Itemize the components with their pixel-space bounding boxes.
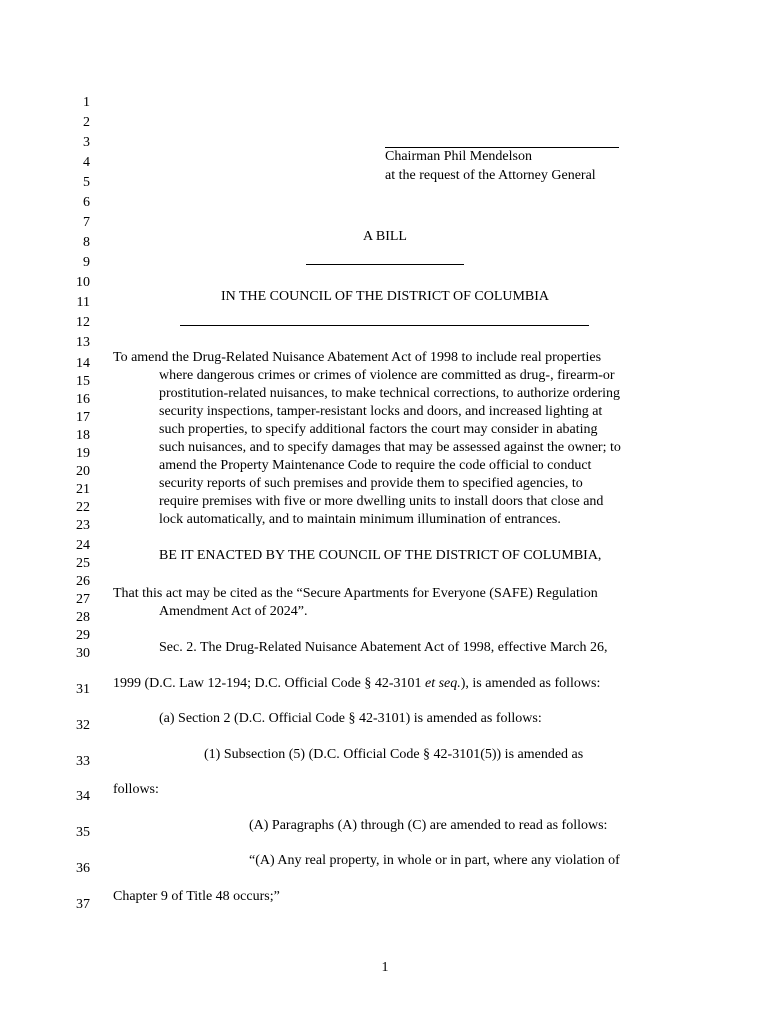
title-line: security inspections, tamper-resistant locks and doors, and increased lighting at (159, 404, 603, 419)
line-number: 31 (76, 682, 90, 697)
title-line: such properties, to specify additional factors the court may consider in abating (159, 422, 598, 437)
line-number: 27 (76, 592, 90, 607)
line-number: 6 (83, 195, 90, 210)
line-number: 20 (76, 464, 90, 479)
line-number: 15 (76, 374, 90, 389)
line-number: 21 (76, 482, 90, 497)
line-number: 4 (83, 155, 90, 170)
signature-line (385, 147, 619, 148)
et-seq: et seq. (424, 676, 461, 691)
enacting-clause: BE IT ENACTED BY THE COUNCIL OF THE DISTRICT OF COLUMBIA, (159, 548, 602, 563)
title-line: lock automatically, and to maintain minimum illumination of entrances. (159, 512, 561, 527)
line-number: 16 (76, 392, 90, 407)
body-line: Sec. 2. The Drug-Related Nuisance Abatement Act of 1998, effective March 26, (159, 640, 608, 655)
line-number: 18 (76, 428, 90, 443)
line-number: 3 (83, 135, 90, 150)
bill-heading: A BILL (363, 229, 407, 244)
sponsor-request: at the request of the Attorney General (385, 168, 596, 183)
title-line: To amend the Drug-Related Nuisance Abatement Act of 1998 to include real properties (113, 350, 602, 365)
line-number: 10 (76, 275, 90, 290)
line-number: 13 (76, 335, 90, 350)
line-number: 23 (76, 518, 90, 533)
title-line: amend the Property Maintenance Code to require the code official to conduct (159, 458, 592, 473)
line-number: 34 (76, 789, 90, 804)
line-number: 28 (76, 610, 90, 625)
bill-heading-rule (306, 264, 464, 265)
line-number: 11 (76, 295, 90, 310)
council-heading-rule (180, 325, 589, 326)
line-number: 35 (76, 825, 90, 840)
citation-line: That this act may be cited as the “Secure Apartments for Everyone (SAFE) Regulation (113, 586, 598, 601)
body-line (113, 676, 600, 692)
line-number: 33 (76, 754, 90, 769)
title-line: require premises with five or more dwelling units to install doors that close and (159, 494, 604, 509)
line-number: 36 (76, 861, 90, 876)
line-number: 9 (83, 255, 90, 270)
body-line: Chapter 9 of Title 48 occurs;” (113, 889, 280, 904)
line-number: 22 (76, 500, 90, 515)
line-number: 7 (83, 215, 90, 230)
sponsor-name: Chairman Phil Mendelson (385, 149, 532, 164)
line-number: 1 (83, 95, 90, 110)
body-line: follows: (113, 782, 159, 797)
line-number: 2 (83, 115, 90, 130)
body-line: “(A) Any real property, in whole or in part, where any violation of (249, 853, 620, 868)
line-number: 25 (76, 556, 90, 571)
line-number: 17 (76, 410, 90, 425)
line-number: 37 (76, 897, 90, 912)
body-text: 1999 (D.C. Law 12-194; D.C. Official Code § 42-3101 (113, 676, 425, 691)
body-text: ), is amended as follows: (460, 676, 601, 691)
body-line: (1) Subsection (5) (D.C. Official Code § 42-3101(5)) is amended as (204, 747, 584, 762)
title-line: where dangerous crimes or crimes of violence are committed as drug-, firearm-or (159, 368, 615, 383)
council-heading: IN THE COUNCIL OF THE DISTRICT OF COLUMBIA (220, 289, 550, 304)
title-line: security reports of such premises and provide them to specified agencies, to (159, 476, 583, 491)
line-number: 32 (76, 718, 90, 733)
title-line: prostitution-related nuisances, to make technical corrections, to authorize ordering (159, 386, 621, 401)
line-number: 12 (76, 315, 90, 330)
citation-line: Amendment Act of 2024”. (159, 604, 308, 619)
line-number: 5 (83, 175, 90, 190)
line-number: 14 (76, 356, 90, 371)
line-number: 19 (76, 446, 90, 461)
line-number: 30 (76, 646, 90, 661)
line-number: 26 (76, 574, 90, 589)
line-number: 24 (76, 538, 90, 553)
line-number: 8 (83, 235, 90, 250)
title-line: such nuisances, and to specify damages that may be assessed against the owner; to (159, 440, 621, 455)
page-number: 1 (381, 960, 389, 975)
body-line: (A) Paragraphs (A) through (C) are amended to read as follows: (249, 818, 608, 833)
line-number: 29 (76, 628, 90, 643)
body-line: (a) Section 2 (D.C. Official Code § 42-3101) is amended as follows: (159, 711, 542, 726)
